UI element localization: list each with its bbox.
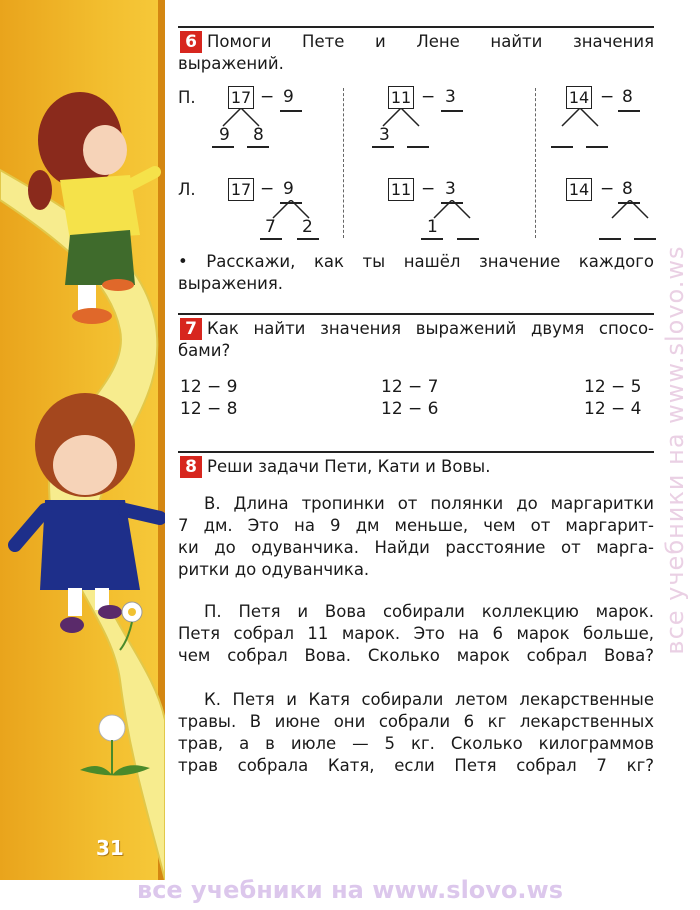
task8-rule: [178, 451, 654, 453]
problem-k-line4: трав собрала Катя, если Петя собрал 7 кг?: [178, 756, 654, 775]
boxed-number: 17: [228, 178, 254, 201]
task7-title-line1: Как найти значения выражений двумя спосо-: [207, 319, 654, 338]
expression: 12 − 6: [381, 399, 439, 419]
task6-title-line2: выражений.: [178, 54, 284, 73]
problem-v-line4: ритки до одуванчика.: [178, 560, 370, 579]
minus-sign: −: [260, 87, 275, 107]
part-blank: [599, 238, 621, 240]
subtrahend: 3: [445, 87, 456, 107]
expression: 12 − 4: [584, 399, 642, 419]
answer-blank: [441, 110, 463, 112]
minus-sign: −: [600, 179, 615, 199]
part-value: 8: [253, 125, 264, 145]
task7-number: 7: [180, 318, 202, 340]
task6-title-line1: Помоги Пете и Лене найти значения: [207, 32, 654, 51]
expression: 12 − 5: [584, 377, 642, 397]
part-blank: [421, 238, 443, 240]
part-value: 7: [265, 217, 276, 237]
part-blank: [212, 146, 234, 148]
expression: 12 − 9: [180, 377, 238, 397]
boxed-number: 17: [228, 86, 254, 109]
subtrahend: 8: [622, 87, 633, 107]
task6-note-line1: • Расскажи, как ты нашёл значение каждого: [178, 252, 654, 271]
task8-title: Реши задачи Пети, Кати и Вовы.: [207, 457, 491, 476]
expression: 12 − 7: [381, 377, 439, 397]
part-blank: [407, 146, 429, 148]
row-label-p: П.: [178, 88, 196, 107]
page-number: 31: [96, 836, 124, 860]
expression: 12 − 8: [180, 399, 238, 419]
boxed-number: 14: [566, 178, 592, 201]
illustration-path: [0, 0, 165, 880]
column-separator: [535, 88, 536, 238]
answer-blank: [618, 110, 640, 112]
problem-v-line3: ки до одуванчика. Найди расстояние от марга-: [178, 538, 654, 557]
part-blank: [247, 146, 269, 148]
subtrahend: 9: [283, 87, 294, 107]
task6-note-line2: выражения.: [178, 274, 284, 293]
task8-number: 8: [180, 456, 202, 478]
part-blank: [586, 146, 608, 148]
boxed-number: 11: [388, 86, 414, 109]
part-value: 2: [302, 217, 313, 237]
subtrahend: 9: [283, 179, 294, 199]
minus-sign: −: [260, 179, 275, 199]
part-blank: [634, 238, 656, 240]
split-branch: [557, 108, 603, 128]
boxed-number: 14: [566, 86, 592, 109]
part-blank: [372, 146, 394, 148]
problem-k-line1: К. Петя и Катя собирали летом лекарственные: [204, 690, 654, 709]
boxed-number: 11: [388, 178, 414, 201]
problem-k-line2: травы. В июне они собрали 6 кг лекарственных: [178, 712, 654, 731]
problem-p-line1: П. Петя и Вова собирали коллекцию марок.: [204, 602, 654, 621]
part-value: 1: [427, 217, 438, 237]
subtrahend: 3: [445, 179, 456, 199]
minus-sign: −: [600, 87, 615, 107]
part-value: 9: [219, 125, 230, 145]
task6-number: 6: [180, 31, 202, 53]
row-label-l: Л.: [178, 180, 196, 199]
problem-p-line2: Петя собрал 11 марок. Это на 6 марок больше,: [178, 624, 654, 643]
problem-p-line3: чем собрал Вова. Сколько марок собрал Вова?: [178, 646, 654, 665]
task7-title-line2: бами?: [178, 341, 231, 360]
part-value: 3: [379, 125, 390, 145]
bottom-watermark: все учебники на www.slovo.ws: [137, 876, 563, 904]
problem-v-line1: В. Длина тропинки от полянки до маргаритки: [204, 494, 654, 513]
task6-rule: [178, 26, 654, 28]
minus-sign: −: [421, 87, 436, 107]
split-branch: [607, 200, 653, 220]
part-blank: [551, 146, 573, 148]
part-blank: [297, 238, 319, 240]
part-blank: [260, 238, 282, 240]
column-separator: [343, 88, 344, 238]
problem-k-line3: трав, а в июле — 5 кг. Сколько килограммов: [178, 734, 654, 753]
side-watermark: все учебники на www.slovo.ws: [661, 245, 689, 655]
answer-blank: [280, 110, 302, 112]
part-blank: [457, 238, 479, 240]
task7-rule: [178, 313, 654, 315]
minus-sign: −: [421, 179, 436, 199]
problem-v-line2: 7 дм. Это на 9 дм меньше, чем от маргарит-: [178, 516, 654, 535]
subtrahend: 8: [622, 179, 633, 199]
